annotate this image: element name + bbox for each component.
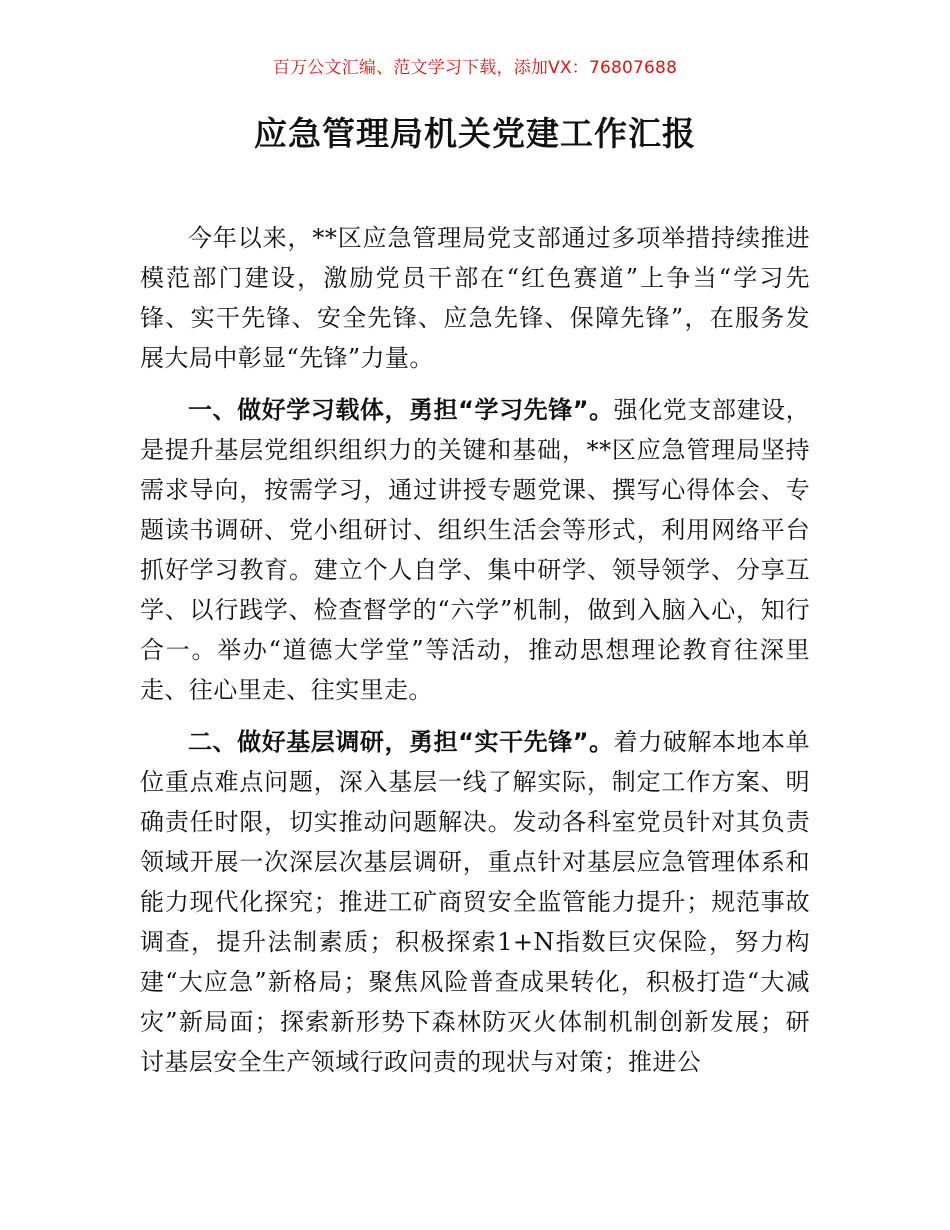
paragraph-body: 今年以来，**区应急管理局党支部通过多项举措持续推进模范部门建设，激励党员干部在“红色赛道”上争当“学习先锋、实干先锋、安全先锋、应急先锋、保障先锋”，在服务发展大局中彰显“先锋”力量。	[140, 224, 810, 372]
paragraph-body: 强化党支部建设，是提升基层党组织组织力的关键和基础，**区应急管理局坚持需求导向，按需学习，通过讲授专题党课、撰写心得体会、专题读书调研、党小组研讨、组织生活会等形式，利用网络平台抓好学习教育。建立个人自学、集中研学、领导领学、分享互学、以行践学、检查督学的“六学”机制，做到入脑入心，知行合一。举办“道德大学堂”等活动，推动思想理论教育往深里走、往心里走、往实里走。	[140, 396, 811, 704]
paragraph-section-1	[140, 390, 810, 710]
paragraph-intro	[140, 218, 810, 378]
document-body	[140, 218, 810, 1094]
document-title: 应急管理局机关党建工作汇报	[254, 114, 696, 153]
section-heading: 一、做好学习载体，勇担“学习先锋”。	[188, 396, 614, 424]
promo-banner: 百万公文汇编、范文学习下载，添加VX：76807688	[272, 58, 678, 78]
paragraph-body: 着力破解本地本单位重点难点问题，深入基层一线了解实际，制定工作方案、明确责任时限，切实推动问题解决。发动各科室党员针对其负责领域开展一次深层次基层调研，重点针对基层应急管理体系和能力现代化探究；推进工矿商贸安全监管能力提升；规范事故调查，提升法制素质；积极探索1+N指数巨灾保险，努力构建“大应急”新格局；聚焦风险普查成果转化，积极打造“大减灾”新局面；探索新形势下森林防灭火体制机制创新发展；研讨基层安全生产领域行政问责的现状与对策；推进公	[140, 728, 811, 1076]
section-heading: 二、做好基层调研，勇担“实干先锋”。	[188, 728, 614, 756]
paragraph-section-2	[140, 722, 810, 1082]
